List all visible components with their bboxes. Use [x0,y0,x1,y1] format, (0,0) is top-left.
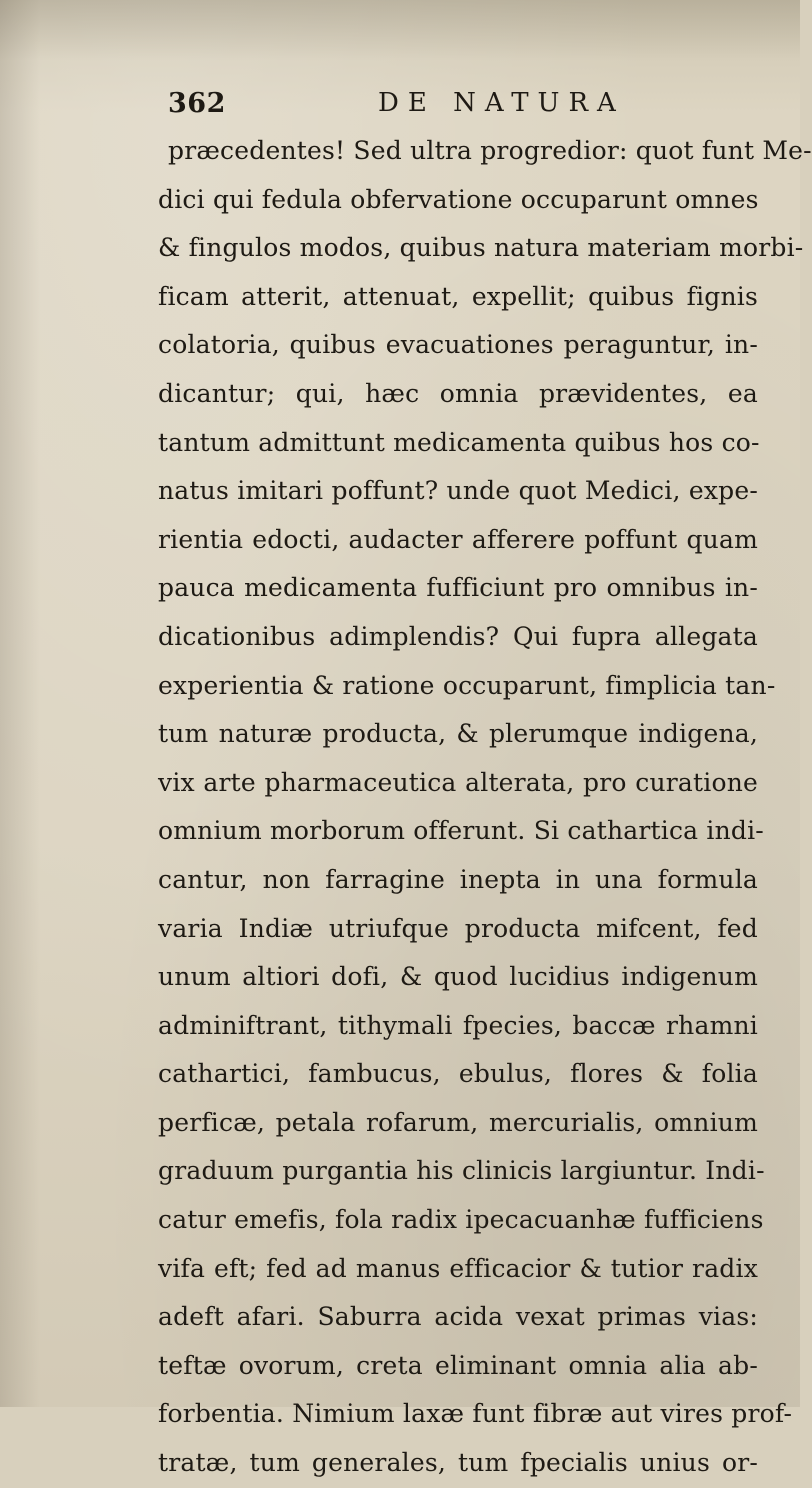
text-line: ficam atterit, attenuat, expellit; quibus fignis [158,281,758,311]
text-line: tantum admittunt medicamenta quibus hos co- [158,427,760,457]
text-line: pauca medicamenta fufficiunt pro omnibus in- [158,573,758,603]
text-line: catur emefis, fola radix ipecacuanhæ fufficiens [158,1205,764,1235]
page-number: 362 [168,88,226,119]
text-line: vix arte pharmaceutica alterata, pro curatione [158,767,758,797]
running-head [168,88,648,124]
text-line: dicationibus adimplendis? Qui fupra allegata [158,621,758,651]
running-title: DE NATURA [378,88,625,118]
gutter-shadow [0,0,40,1407]
text-line: cathartici, fambucus, ebulus, flores & folia [158,1059,758,1089]
text-line: graduum purgantia his clinicis largiuntur. Indi- [158,1156,765,1186]
text-line: perficæ, petala rofarum, mercurialis, omnium [158,1107,758,1137]
text-line: tratæ, tum generales, tum fpecialis unius or- [158,1448,758,1478]
text-line: cantur, non farragine inepta in una formula [158,864,758,894]
text-line: præcedentes! Sed ultra progredior: quot funt Me- [168,136,812,165]
text-line: forbentia. Nimium laxæ funt fibræ aut vires prof- [158,1399,793,1429]
text-line: dicantur; qui, hæc omnia prævidentes, ea [158,378,758,408]
text-line: omnium morborum offerunt. Si cathartica indi- [158,816,764,846]
text-line: adeft afari. Saburra acida vexat primas vias: [158,1302,758,1332]
body-text [158,127,812,1488]
text-line: experientia & ratione occuparunt, fimplicia tan- [158,670,776,700]
text-line: & fingulos modos, quibus natura materiam morbi- [158,233,804,263]
text-line: colatoria, quibus evacuationes peraguntur, in- [158,330,758,360]
page-edge-shadow [0,0,800,60]
text-line: tum naturæ producta, & plerumque indigena, [158,719,758,749]
text-line: teftæ ovorum, creta eliminant omnia alia ab- [158,1350,758,1380]
text-line: natus imitari poffunt? unde quot Medici, expe- [158,476,758,506]
text-line: rientia edocti, audacter afferere poffunt quam [158,524,758,554]
text-line: dici qui fedula obfervatione occuparunt omnes [158,184,759,214]
text-line: adminiftrant, tithymali fpecies, baccæ rhamni [158,1010,758,1040]
text-line: varia Indiæ utriufque producta mifcent, fed [158,913,758,943]
text-line: unum altiori dofi, & quod lucidius indigenum [158,962,758,992]
text-line: vifa eft; fed ad manus efficacior & tutior radix [158,1253,758,1283]
